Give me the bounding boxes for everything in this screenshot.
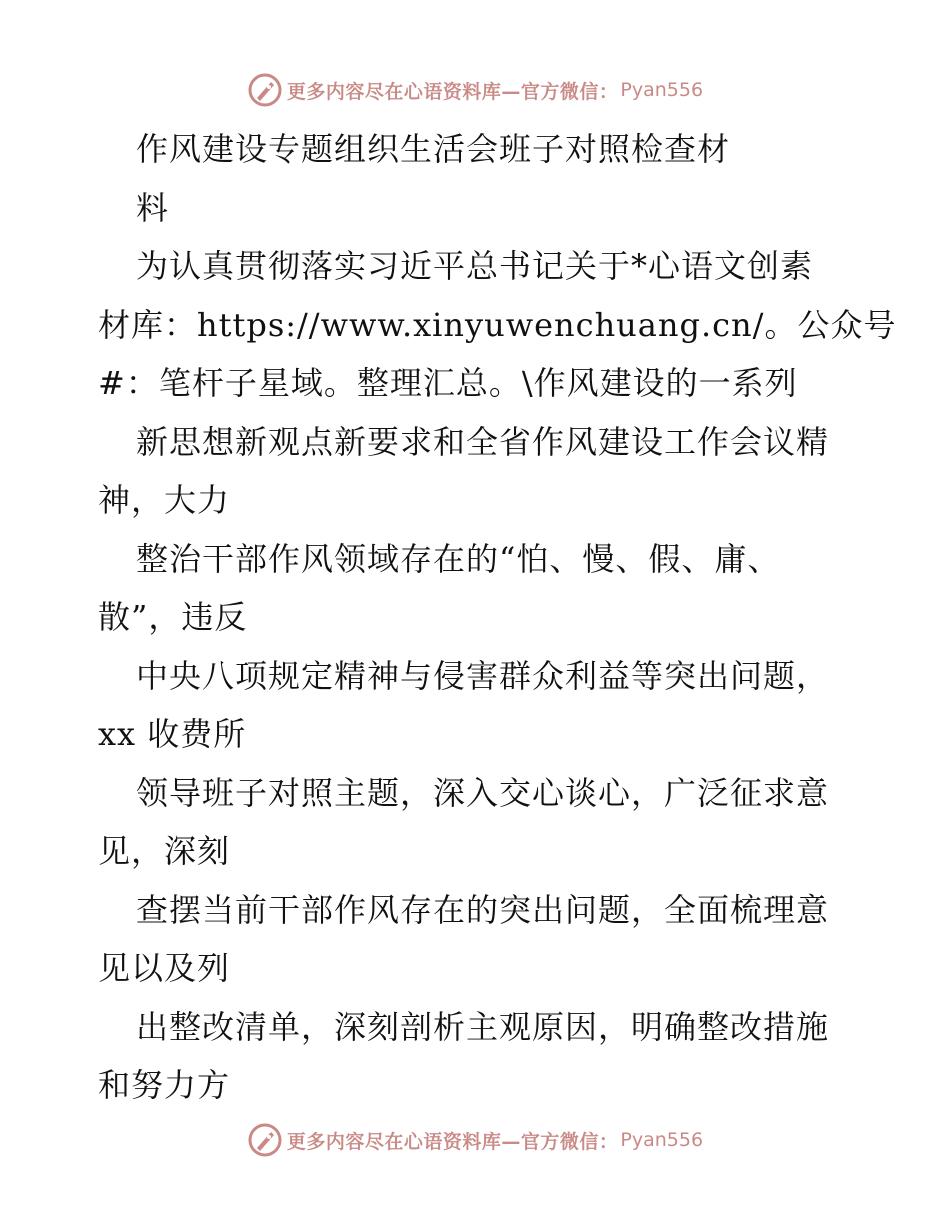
text-line: 材库：https://www.xinyuwenchuang.cn/。公众号 (98, 305, 897, 344)
document-body (98, 120, 897, 1115)
text-line: 散”，违反 (98, 598, 248, 636)
text-line: 见以及列 (98, 949, 231, 987)
text-line: 中央八项规定精神与侵害群众利益等突出问题， (136, 656, 830, 695)
text-line: 新思想新观点新要求和全省作风建设工作会议精 (136, 422, 830, 461)
text-line: 神，大力 (98, 481, 231, 519)
pen-nib-logo-icon (247, 72, 283, 108)
text-line: 为认真贯彻落实习近平总书记关于*心语文创素 (136, 247, 814, 285)
pen-nib-logo-icon (247, 1122, 283, 1158)
text-line: 出整改清单，深刻剖析主观原因，明确整改措施 (136, 1007, 830, 1046)
text-line: 和努力方 (98, 1066, 231, 1104)
text-line: #：笔杆子星域。整理汇总。\作风建设的一系列 (98, 364, 798, 402)
text-line: 见，深刻 (98, 832, 231, 870)
text-line: 领导班子对照主题，深入交心谈心，广泛征求意 (136, 773, 830, 812)
text-line: 料 (136, 188, 170, 227)
text-line: 查摆当前干部作风存在的突出问题，全面梳理意 (136, 890, 830, 929)
text-line: xx 收费所 (98, 715, 247, 753)
watermark-text: 更多内容尽在心语资料库—官方微信： (286, 80, 619, 103)
text-line: 整治干部作风领域存在的“怕、慢、假、庸、 (136, 539, 781, 578)
watermark-text: 更多内容尽在心语资料库—官方微信： (286, 1130, 619, 1153)
watermark-contact: Pyan556 (620, 1129, 704, 1151)
footer-watermark (0, 1120, 950, 1160)
text-line: 作风建设专题组织生活会班子对照检查材 (136, 130, 731, 168)
watermark-contact: Pyan556 (620, 79, 704, 101)
header-watermark (0, 70, 950, 110)
